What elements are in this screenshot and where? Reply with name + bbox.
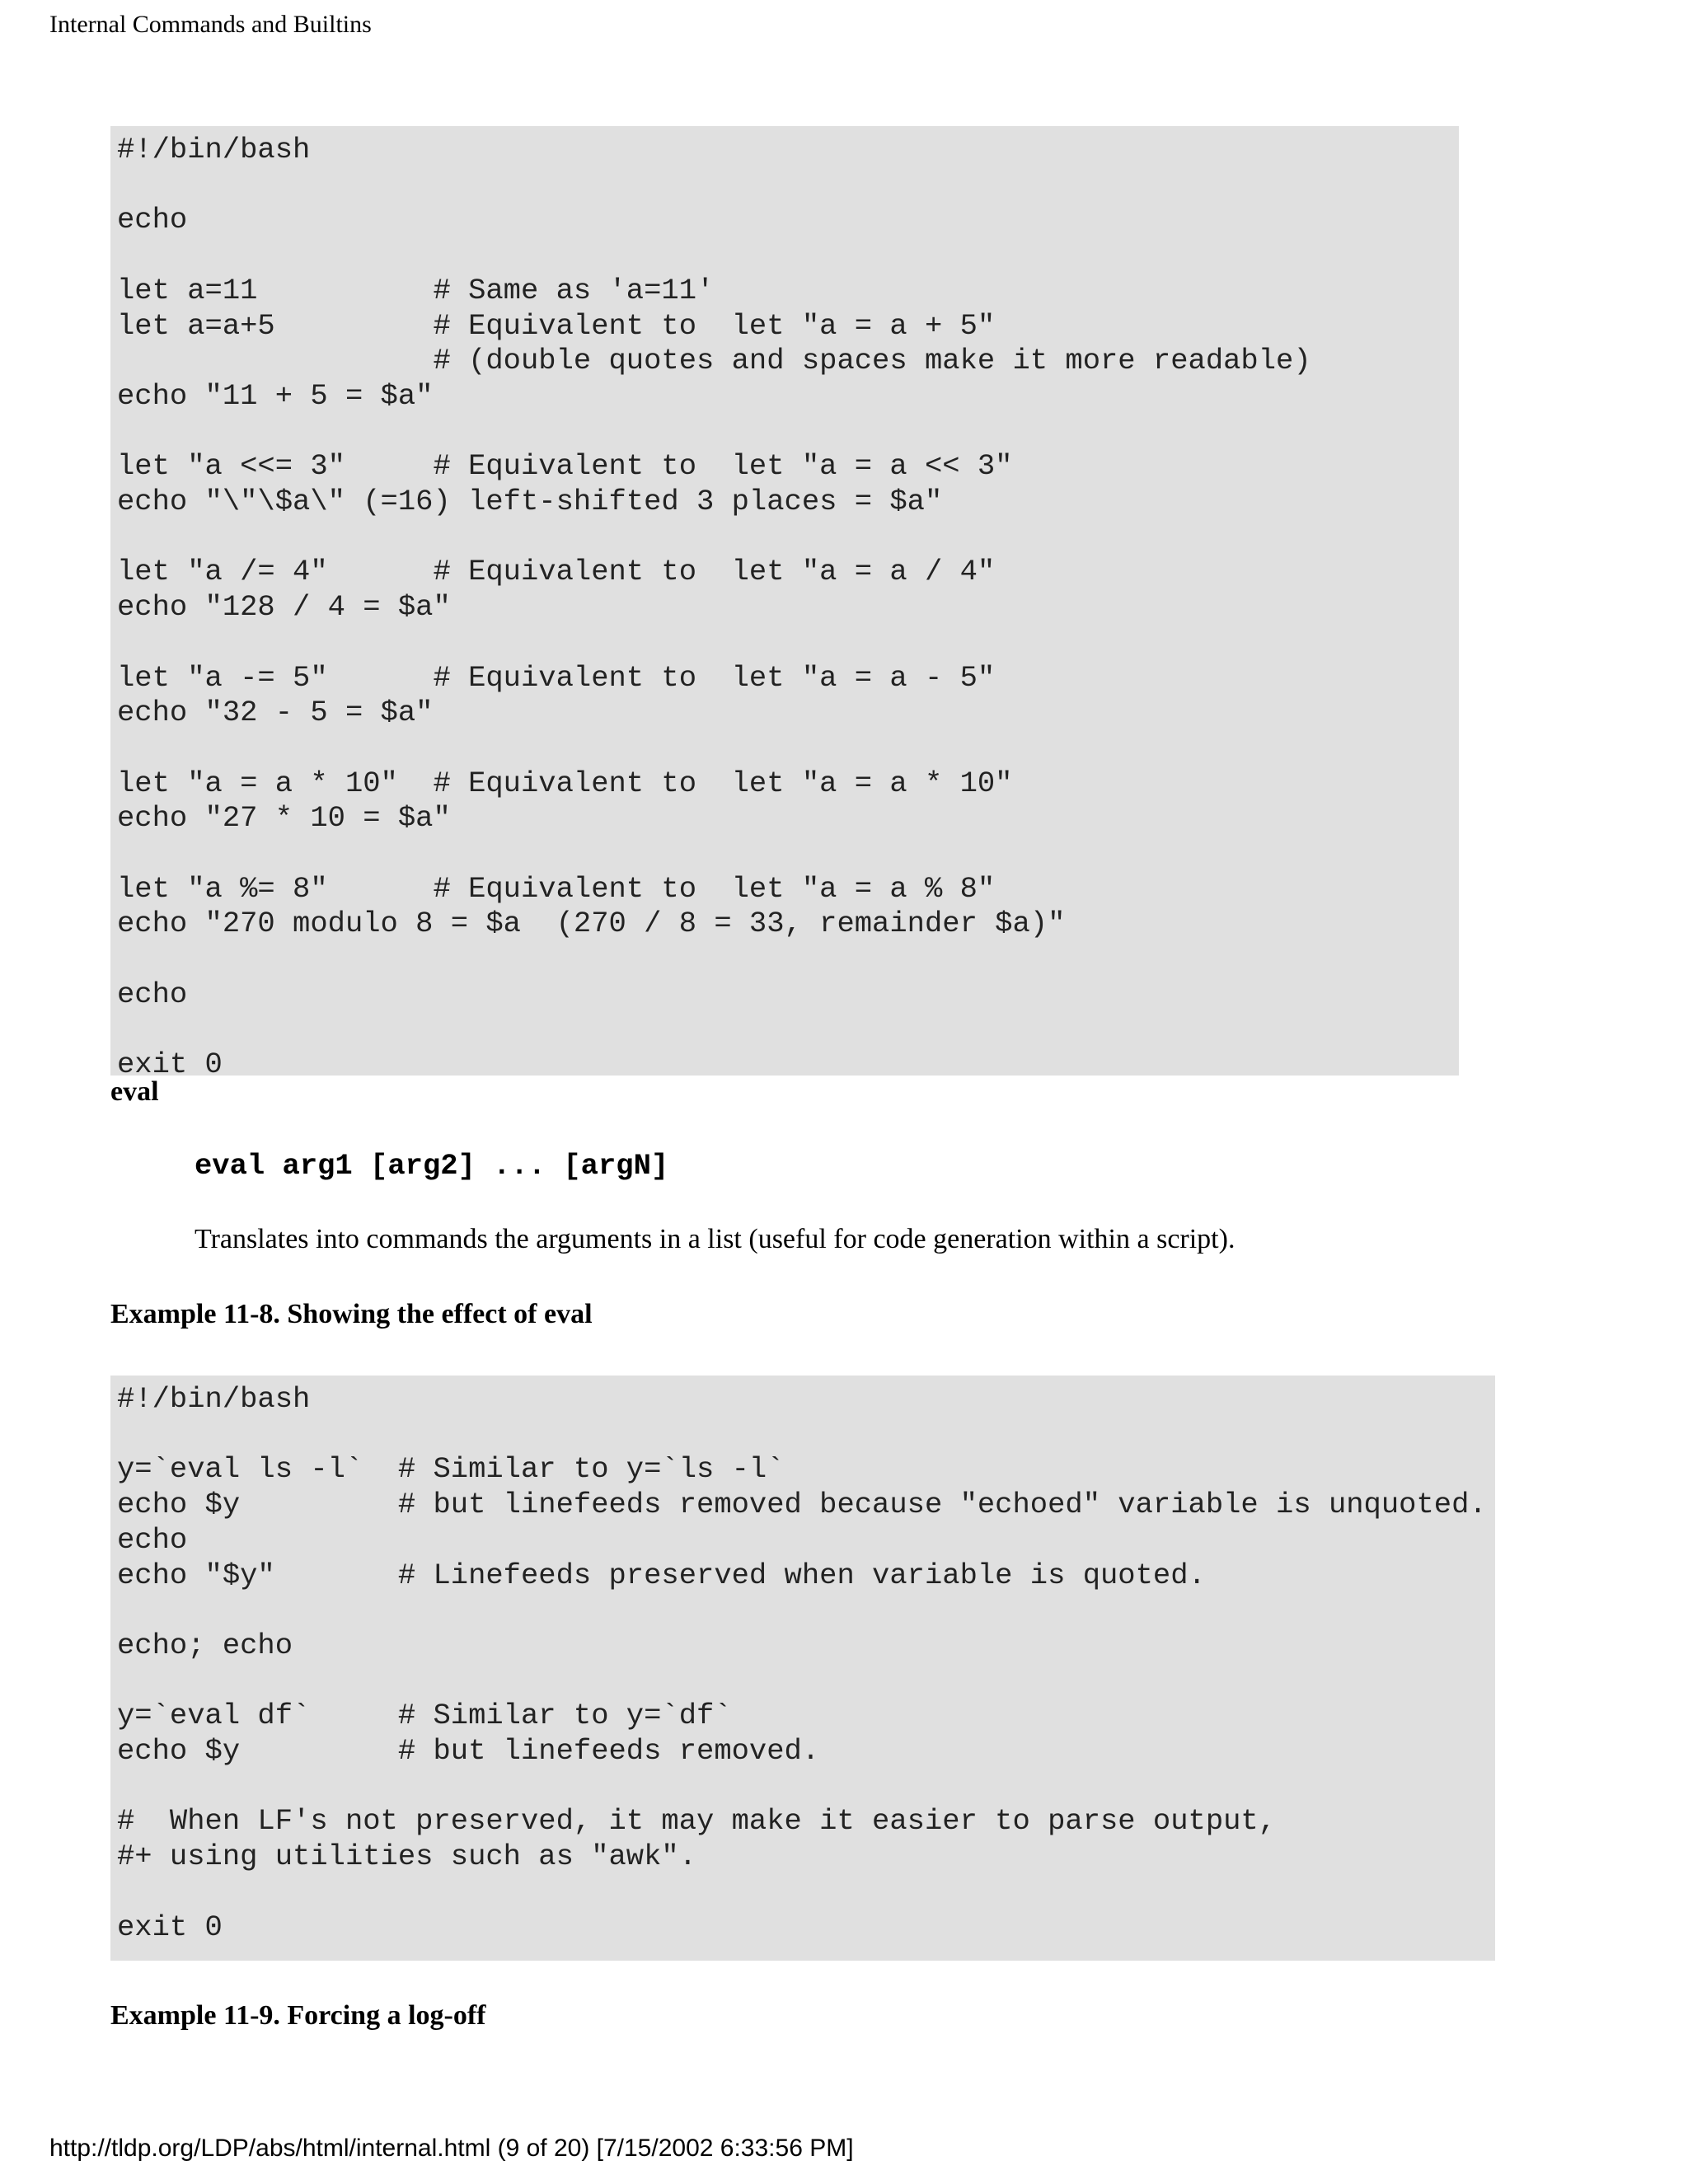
command-synopsis: eval arg1 [arg2] ... [argN] — [195, 1149, 669, 1183]
code-listing: #!/bin/bash echo let a=11 # Same as 'a=11' let a=a+5 # Equivalent to let "a = a + 5" # (double quotes and spaces make it more readable) echo "11 + 5 = $a" let "a <<= 3" # Equivalent to let "a = a << 3" echo "\"\$a\" (=16) left-shifted 3 places = $a" let "a /= 4" # Equivalent to let "a = a / 4" echo "128 / 4 = $a" let "a -= 5" # Equivalent to let "a = a - 5" echo "32 - 5 = $a" let "a = a * 10" # Equivalent to let "a = a * 10" echo "27 * 10 = $a" let "a %= 8" # Equivalent to let "a = a % 8" echo "270 modulo 8 = $a (270 / 8 = 33, remainder $a)" echo exit 0 — [117, 133, 1311, 1082]
page-footer-url: http://tldp.org/LDP/abs/html/internal.html (9 of 20) [7/15/2002 6:33:56 PM] — [49, 2135, 854, 2162]
example-title-11-9: Example 11-9. Forcing a log-off — [110, 2000, 486, 2031]
command-heading-eval: eval — [110, 1076, 159, 1107]
example-title-11-8: Example 11-8. Showing the effect of eval — [110, 1299, 593, 1329]
command-description: Translates into commands the arguments in a list (useful for code generation within a script). — [195, 1224, 1236, 1254]
code-block-eval-example — [110, 1376, 1495, 1961]
code-listing: #!/bin/bash y=`eval ls -l` # Similar to y=`ls -l` echo $y # but linefeeds removed because "echoed" variable is unquoted. echo echo "$y" # Linefeeds preserved when variable is quoted. echo; echo y=`eval df` # Similar to y=`df` echo $y # but linefeeds removed. # When LF's not preserved, it may make it easier to parse output, #+ using utilities such as "awk". exit 0 — [117, 1382, 1487, 1944]
page-header-title: Internal Commands and Builtins — [49, 11, 372, 38]
code-block-let-examples — [110, 126, 1459, 1082]
